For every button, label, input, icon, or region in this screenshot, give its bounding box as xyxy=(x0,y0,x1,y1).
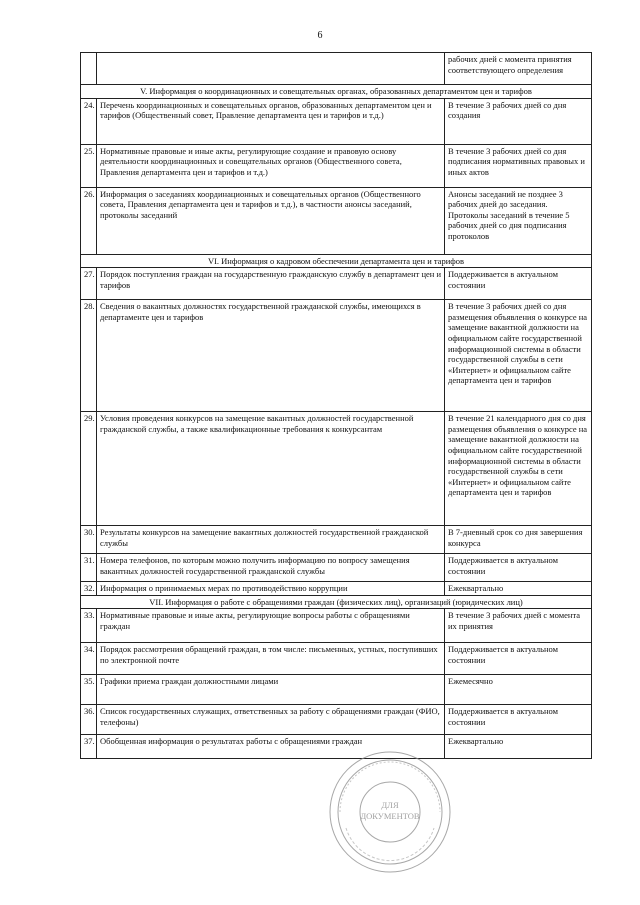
table-row xyxy=(81,526,592,554)
information-table xyxy=(80,52,592,759)
section-title: VI. Информация о кадровом обеспечении департамента цен и тарифов xyxy=(81,254,592,268)
row-description xyxy=(97,53,445,85)
row-number: 28. xyxy=(81,300,97,412)
table-row xyxy=(81,675,592,705)
table-row xyxy=(81,705,592,735)
table-row xyxy=(81,268,592,300)
row-term: Поддерживается в актуальном состоянии xyxy=(445,705,592,735)
row-description: Графики приема граждан должностными лицами xyxy=(97,675,445,705)
row-description: Нормативные правовые и иные акты, регулирующие вопросы работы с обращениями граждан xyxy=(97,609,445,643)
row-number: 34. xyxy=(81,643,97,675)
row-number: 35. xyxy=(81,675,97,705)
row-term: Анонсы заседаний не позднее 3 рабочих дней до заседания. Протоколы заседаний в течение 5 рабочих дней со дня подписания протоколов xyxy=(445,187,592,254)
row-number: 37. xyxy=(81,735,97,759)
row-number: 24. xyxy=(81,98,97,144)
page-number: 6 xyxy=(317,30,323,41)
row-term: Поддерживается в актуальном состоянии xyxy=(445,554,592,582)
row-term: Ежеквартально xyxy=(445,582,592,596)
seal-text-line-1: ДЛЯ xyxy=(381,800,399,810)
row-number: 31. xyxy=(81,554,97,582)
section-title: VII. Информация о работе с обращениями граждан (физических лиц), организаций (юридических лиц) xyxy=(81,595,592,609)
section-header xyxy=(81,254,592,268)
row-description: Информация о заседаниях координационных и совещательных органов (Общественного совета, Правления департамента цен и тарифов и т.д.), в частности анонсы заседаний, протоколы заседаний xyxy=(97,187,445,254)
row-description: Порядок поступления граждан на государственную гражданскую службу в департамент цен и тарифов xyxy=(97,268,445,300)
row-description: Нормативные правовые и иные акты, регулирующие создание и правовую основу деятельности координационных и совещательных органов (Общественного совета, Правления департамента цен и тарифов и т.д.) xyxy=(97,144,445,187)
table-row xyxy=(81,412,592,526)
row-description: Обобщенная информация о результатах работы с обращениями граждан xyxy=(97,735,445,759)
table-row xyxy=(81,609,592,643)
row-number: 32. xyxy=(81,582,97,596)
row-term: В течение 3 рабочих дней со дня подписания нормативных правовых и иных актов xyxy=(445,144,592,187)
row-term: Ежеквартально xyxy=(445,735,592,759)
row-number: 27. xyxy=(81,268,97,300)
row-number xyxy=(81,53,97,85)
row-number: 33. xyxy=(81,609,97,643)
table-row xyxy=(81,187,592,254)
row-description: Порядок рассмотрения обращений граждан, в том числе: письменных, устных, поступивших по электронной почте xyxy=(97,643,445,675)
row-description: Номера телефонов, по которым можно получить информацию по вопросу замещения вакантных должностей государственной гражданской службы xyxy=(97,554,445,582)
row-number: 29. xyxy=(81,412,97,526)
official-seal xyxy=(326,748,454,876)
row-term: В течение 3 рабочих дней со дня размещения объявления о конкурсе на замещение вакантной должности на официальном сайте государственной информационной системы в области государственной службы в сети «Интернет» и официальном сайте департамента цен и тарифов xyxy=(445,300,592,412)
row-description: Перечень координационных и совещательных органов, образованных департаментом цен и тарифов (Общественный совет, Правление департамента цен и тарифов и т.д.) xyxy=(97,98,445,144)
row-description: Сведения о вакантных должностях государственной гражданской службы, имеющихся в департаменте цен и тарифов xyxy=(97,300,445,412)
row-number: 30. xyxy=(81,526,97,554)
section-title: V. Информация о координационных и совещательных органах, образованных департаментом цен и тарифов xyxy=(81,85,592,99)
table-row xyxy=(81,144,592,187)
row-term: Поддерживается в актуальном состоянии xyxy=(445,643,592,675)
row-term: В течение 21 календарного дня со дня размещения объявления о конкурсе на замещение вакантной должности на официальном сайте государственной информационной системы в области государственной службы в сети «Интернет» и официальном сайте департамента цен и тарифов xyxy=(445,412,592,526)
row-number: 25. xyxy=(81,144,97,187)
row-term: В течение 3 рабочих дней с момента их принятия xyxy=(445,609,592,643)
table-row xyxy=(81,53,592,85)
row-description: Список государственных служащих, ответственных за работу с обращениями граждан (ФИО, телефоны) xyxy=(97,705,445,735)
table-row xyxy=(81,582,592,596)
table-row xyxy=(81,300,592,412)
row-description: Результаты конкурсов на замещение вакантных должностей государственной гражданской службы xyxy=(97,526,445,554)
section-header xyxy=(81,85,592,99)
row-term: В 7-дневный срок со дня завершения конкурса xyxy=(445,526,592,554)
table-row xyxy=(81,554,592,582)
row-description: Информация о принимаемых мерах по противодействию коррупции xyxy=(97,582,445,596)
row-term: Ежемесячно xyxy=(445,675,592,705)
row-term: Поддерживается в актуальном состоянии xyxy=(445,268,592,300)
section-header xyxy=(81,595,592,609)
table-row xyxy=(81,643,592,675)
seal-text-line-2: ДОКУМЕНТОВ xyxy=(360,811,420,821)
row-term: В течение 3 рабочих дней со дня создания xyxy=(445,98,592,144)
row-number: 36. xyxy=(81,705,97,735)
row-term: рабочих дней с момента принятия соответствующего определения xyxy=(445,53,592,85)
row-number: 26. xyxy=(81,187,97,254)
table-row xyxy=(81,98,592,144)
row-description: Условия проведения конкурсов на замещение вакантных должностей государственной гражданской службы, а также квалификационные требования к конкурсантам xyxy=(97,412,445,526)
